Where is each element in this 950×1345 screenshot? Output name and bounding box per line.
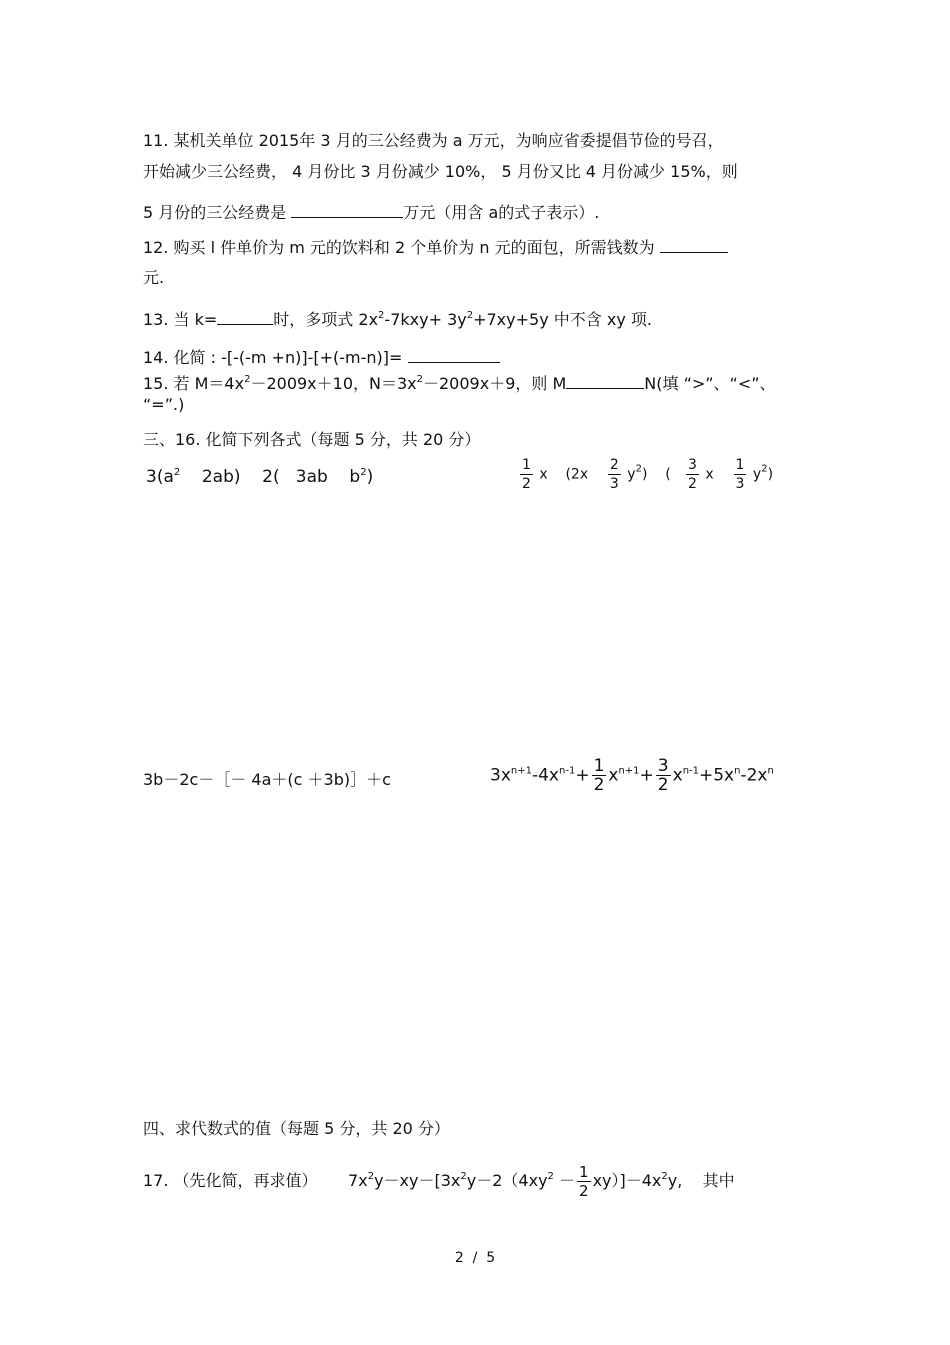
expr-2-frac-4-num: 1 (735, 457, 745, 473)
q17-line (143, 1163, 735, 1200)
expr-2-a: x (2x (534, 466, 606, 483)
q13-line (143, 308, 652, 330)
expr-4-frac-2 (656, 757, 671, 794)
q17-frac (577, 1163, 591, 1200)
section-3-title: 三、16. 化简下列各式（每题 5 分，共 20 分） (143, 430, 481, 449)
expr-4-frac-1 (592, 757, 607, 794)
expr-4-b: -4x (531, 765, 559, 786)
q13-post: +7xy+5y 中不含 xy 项. (473, 310, 652, 329)
expr-4-frac-1-num: 1 (593, 756, 605, 776)
expr-1 (146, 467, 373, 487)
q13-a: -7kxy+ 3y (384, 310, 467, 329)
q14-answer-blank[interactable] (408, 346, 500, 363)
expr-2-exp: 2 (635, 463, 642, 475)
expr-1-exp: 2 (173, 467, 181, 478)
q11-line-2: 开始减少三公经费， 4 月份比 3 月份减少 10%， 5 月份又比 4 月份减少 15%，则 (143, 162, 738, 181)
q13-pre: 13. 当 k= (143, 310, 218, 329)
q15-p3: －2009x＋9，则 M (423, 374, 567, 393)
q17-c: y－2（4xy (466, 1171, 548, 1190)
q11-line-3-pre: 5 月份的三公经费是 (143, 203, 292, 222)
expr-4-c: + (575, 765, 590, 786)
section-4-title: 四、求代数式的值（每题 5 分，共 20 分） (143, 1119, 450, 1138)
expr-4-d: x (608, 765, 619, 786)
expr-2-frac-3-den: 2 (688, 476, 697, 492)
q12-line-1 (143, 236, 728, 258)
expr-4-frac-1-den: 2 (593, 775, 605, 795)
expr-4-exp-1: n+1 (510, 765, 532, 777)
q12-line-2: 元. (143, 268, 165, 287)
expr-2-frac-1 (520, 456, 533, 493)
expr-2-frac-4-den: 3 (735, 476, 745, 492)
q13-exp-1: 2 (378, 310, 385, 321)
expr-1-a: 3(a (146, 467, 174, 487)
page-number: 2 / 5 (454, 1250, 496, 1266)
expr-4-a: 3x (490, 765, 511, 786)
expr-2 (518, 456, 773, 493)
q17-exp-3: 2 (547, 1171, 554, 1182)
q14-text: 14. 化简 : -[-(-m +n)]-[+(-m-n)]= (143, 348, 408, 367)
q17-frac-den: 2 (579, 1182, 589, 1200)
expr-2-exp-2: 2 (761, 463, 768, 475)
expr-4-frac-2-num: 3 (657, 756, 669, 776)
expr-4-f: x (672, 765, 683, 786)
expr-2-frac-2 (608, 456, 621, 493)
q17-h: y, 其中 (667, 1171, 735, 1190)
q15-exp-2: 2 (416, 374, 423, 385)
q13-mid: 时，多项式 2x (273, 310, 379, 329)
expr-4-exp-4: n-1 (682, 765, 699, 777)
q13-answer-blank[interactable] (217, 308, 273, 325)
q17-frac-num: 1 (579, 1163, 589, 1181)
expr-4-g: +5x (699, 765, 735, 786)
expr-4-exp-6: n (767, 765, 774, 777)
q17-g: xy）]－4x (592, 1171, 662, 1190)
expr-1-b: 2ab) 2( 3ab b (180, 467, 361, 487)
expr-2-frac-1-num: 1 (522, 457, 531, 473)
q11-line-1: 11. 某机关单位 2015年 3 月的三公经费为 a 万元，为响应省委提倡节俭的号召， (143, 131, 724, 150)
expr-4-exp-3: n+1 (618, 765, 640, 777)
q13-exp-2: 2 (466, 310, 474, 321)
q15-line-2: “=”.) (143, 395, 185, 414)
expr-4 (490, 757, 774, 794)
q14-line (143, 346, 500, 368)
q17-a: 17. （先化简，再求值） 7x (143, 1171, 368, 1190)
expr-2-d: x (700, 466, 732, 483)
expr-2-b: y (622, 466, 636, 483)
expr-1-exp-2: 2 (360, 467, 367, 478)
expr-1-c: ) (366, 467, 374, 487)
q15-exp-1: 2 (244, 374, 251, 385)
q17-exp-2: 2 (460, 1171, 467, 1182)
q11-line-3 (143, 201, 599, 223)
q15-line-1 (143, 372, 776, 394)
expr-3: 3b－2c－［－ 4a＋(c ＋3b)］＋c (143, 770, 391, 789)
q11-line-3-post: 万元（用含 a的式子表示）. (403, 203, 600, 222)
expr-2-frac-2-den: 3 (609, 476, 619, 492)
q12-text: 12. 购买 l 件单价为 m 元的饮料和 2 个单价为 n 元的面包，所需钱数为 (143, 238, 660, 257)
expr-4-h: -2x (740, 765, 768, 786)
expr-2-frac-3 (686, 456, 699, 493)
expr-2-e: y (748, 466, 762, 483)
q17-exp-4: 2 (661, 1171, 668, 1182)
expr-4-frac-2-den: 2 (657, 775, 669, 795)
q12-answer-blank[interactable] (660, 236, 728, 253)
expr-2-f: ) (767, 466, 774, 483)
expr-4-exp-2: n-1 (559, 765, 576, 777)
q15-p4: N(填 “>”、“<”、 (644, 374, 776, 393)
expr-2-frac-3-num: 3 (688, 457, 697, 473)
expr-2-frac-4 (734, 456, 747, 493)
q17-d: － (553, 1171, 576, 1190)
q15-answer-blank[interactable] (566, 372, 644, 389)
expr-4-e: + (639, 765, 654, 786)
q11-answer-blank[interactable] (291, 201, 403, 218)
expr-4-exp-5: n (734, 765, 741, 777)
q17-b: y－xy－[3x (374, 1171, 461, 1190)
q15-p1: 15. 若 M＝4x (143, 374, 245, 393)
expr-2-frac-2-num: 2 (609, 457, 619, 473)
q15-p2: －2009x＋10，N＝3x (250, 374, 417, 393)
expr-2-frac-1-den: 2 (522, 476, 531, 492)
q17-exp-1: 2 (367, 1171, 375, 1182)
expr-2-c: ) ( (641, 466, 685, 483)
